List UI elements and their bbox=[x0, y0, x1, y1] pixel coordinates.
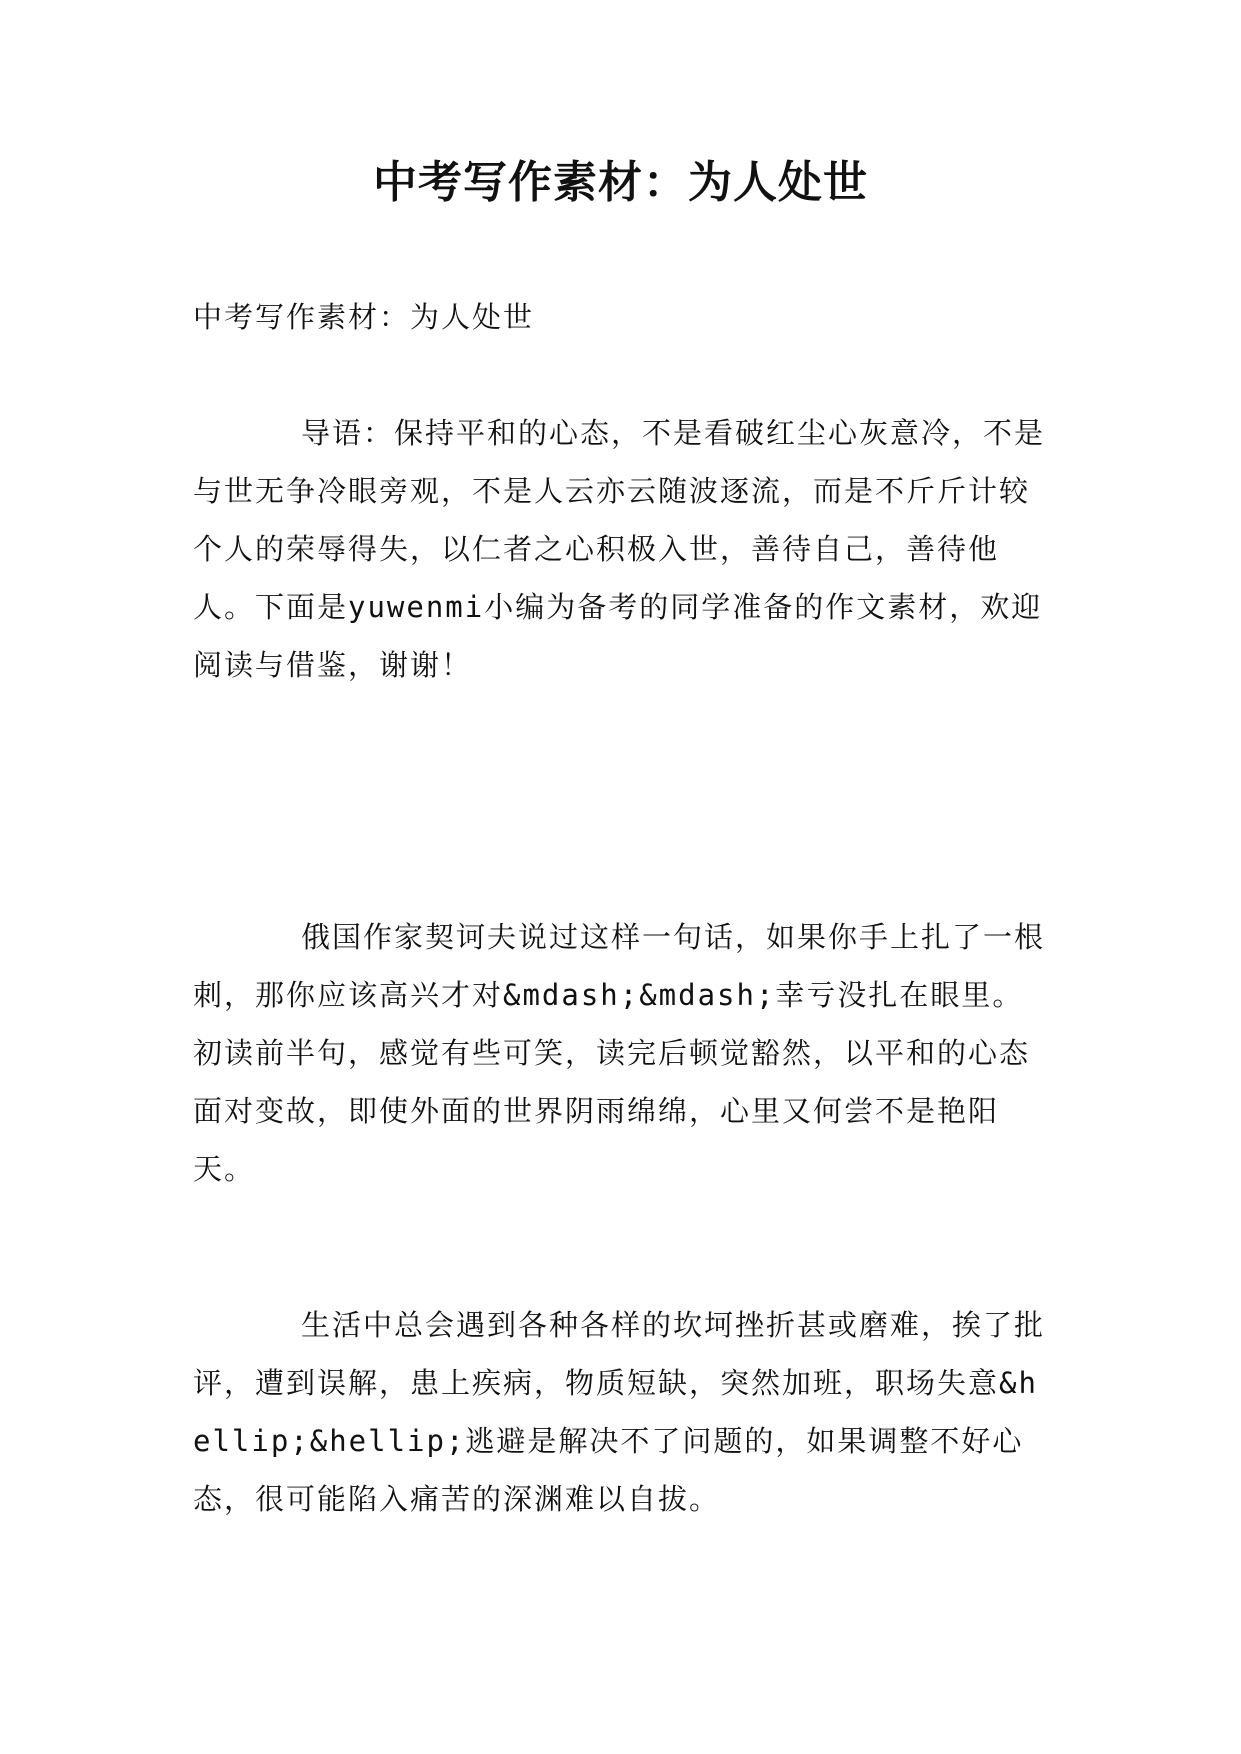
paragraph-life-hardships: 生活中总会遇到各种各样的坎坷挫折甚或磨难，挨了批评，遭到误解，患上疾病，物质短缺，突然加班，职场失意&hellip;&hellip;逃避是解决不了问题的，如果调整不好心态，很可能陷入痛苦的深渊难以自拔。 bbox=[193, 1308, 1046, 1516]
page-title: 中考写作素材：为人处世 bbox=[373, 157, 868, 208]
paragraph-chekhov-quote: 俄国作家契诃夫说过这样一句话，如果你手上扎了一根刺，那你应该高兴才对&mdash;&mdash;幸亏没扎在眼里。初读前半句，感觉有些可笑，读完后顿觉豁然，以平和的心态面对变故，即使外面的世界阴雨绵绵，心里又何尝不是艳阳天。 bbox=[193, 920, 1046, 1186]
document-subtitle: 中考写作素材：为人处世 bbox=[193, 300, 535, 334]
paragraph-intro: 导语：保持平和的心态，不是看破红尘心灰意冷，不是与世无争冷眼旁观，不是人云亦云随波逐流，而是不斤斤计较个人的荣辱得失，以仁者之心积极入世，善待自己，善待他人。下面是yuwenmi小编为备考的同学准备的作文素材，欢迎阅读与借鉴，谢谢！ bbox=[193, 416, 1046, 682]
